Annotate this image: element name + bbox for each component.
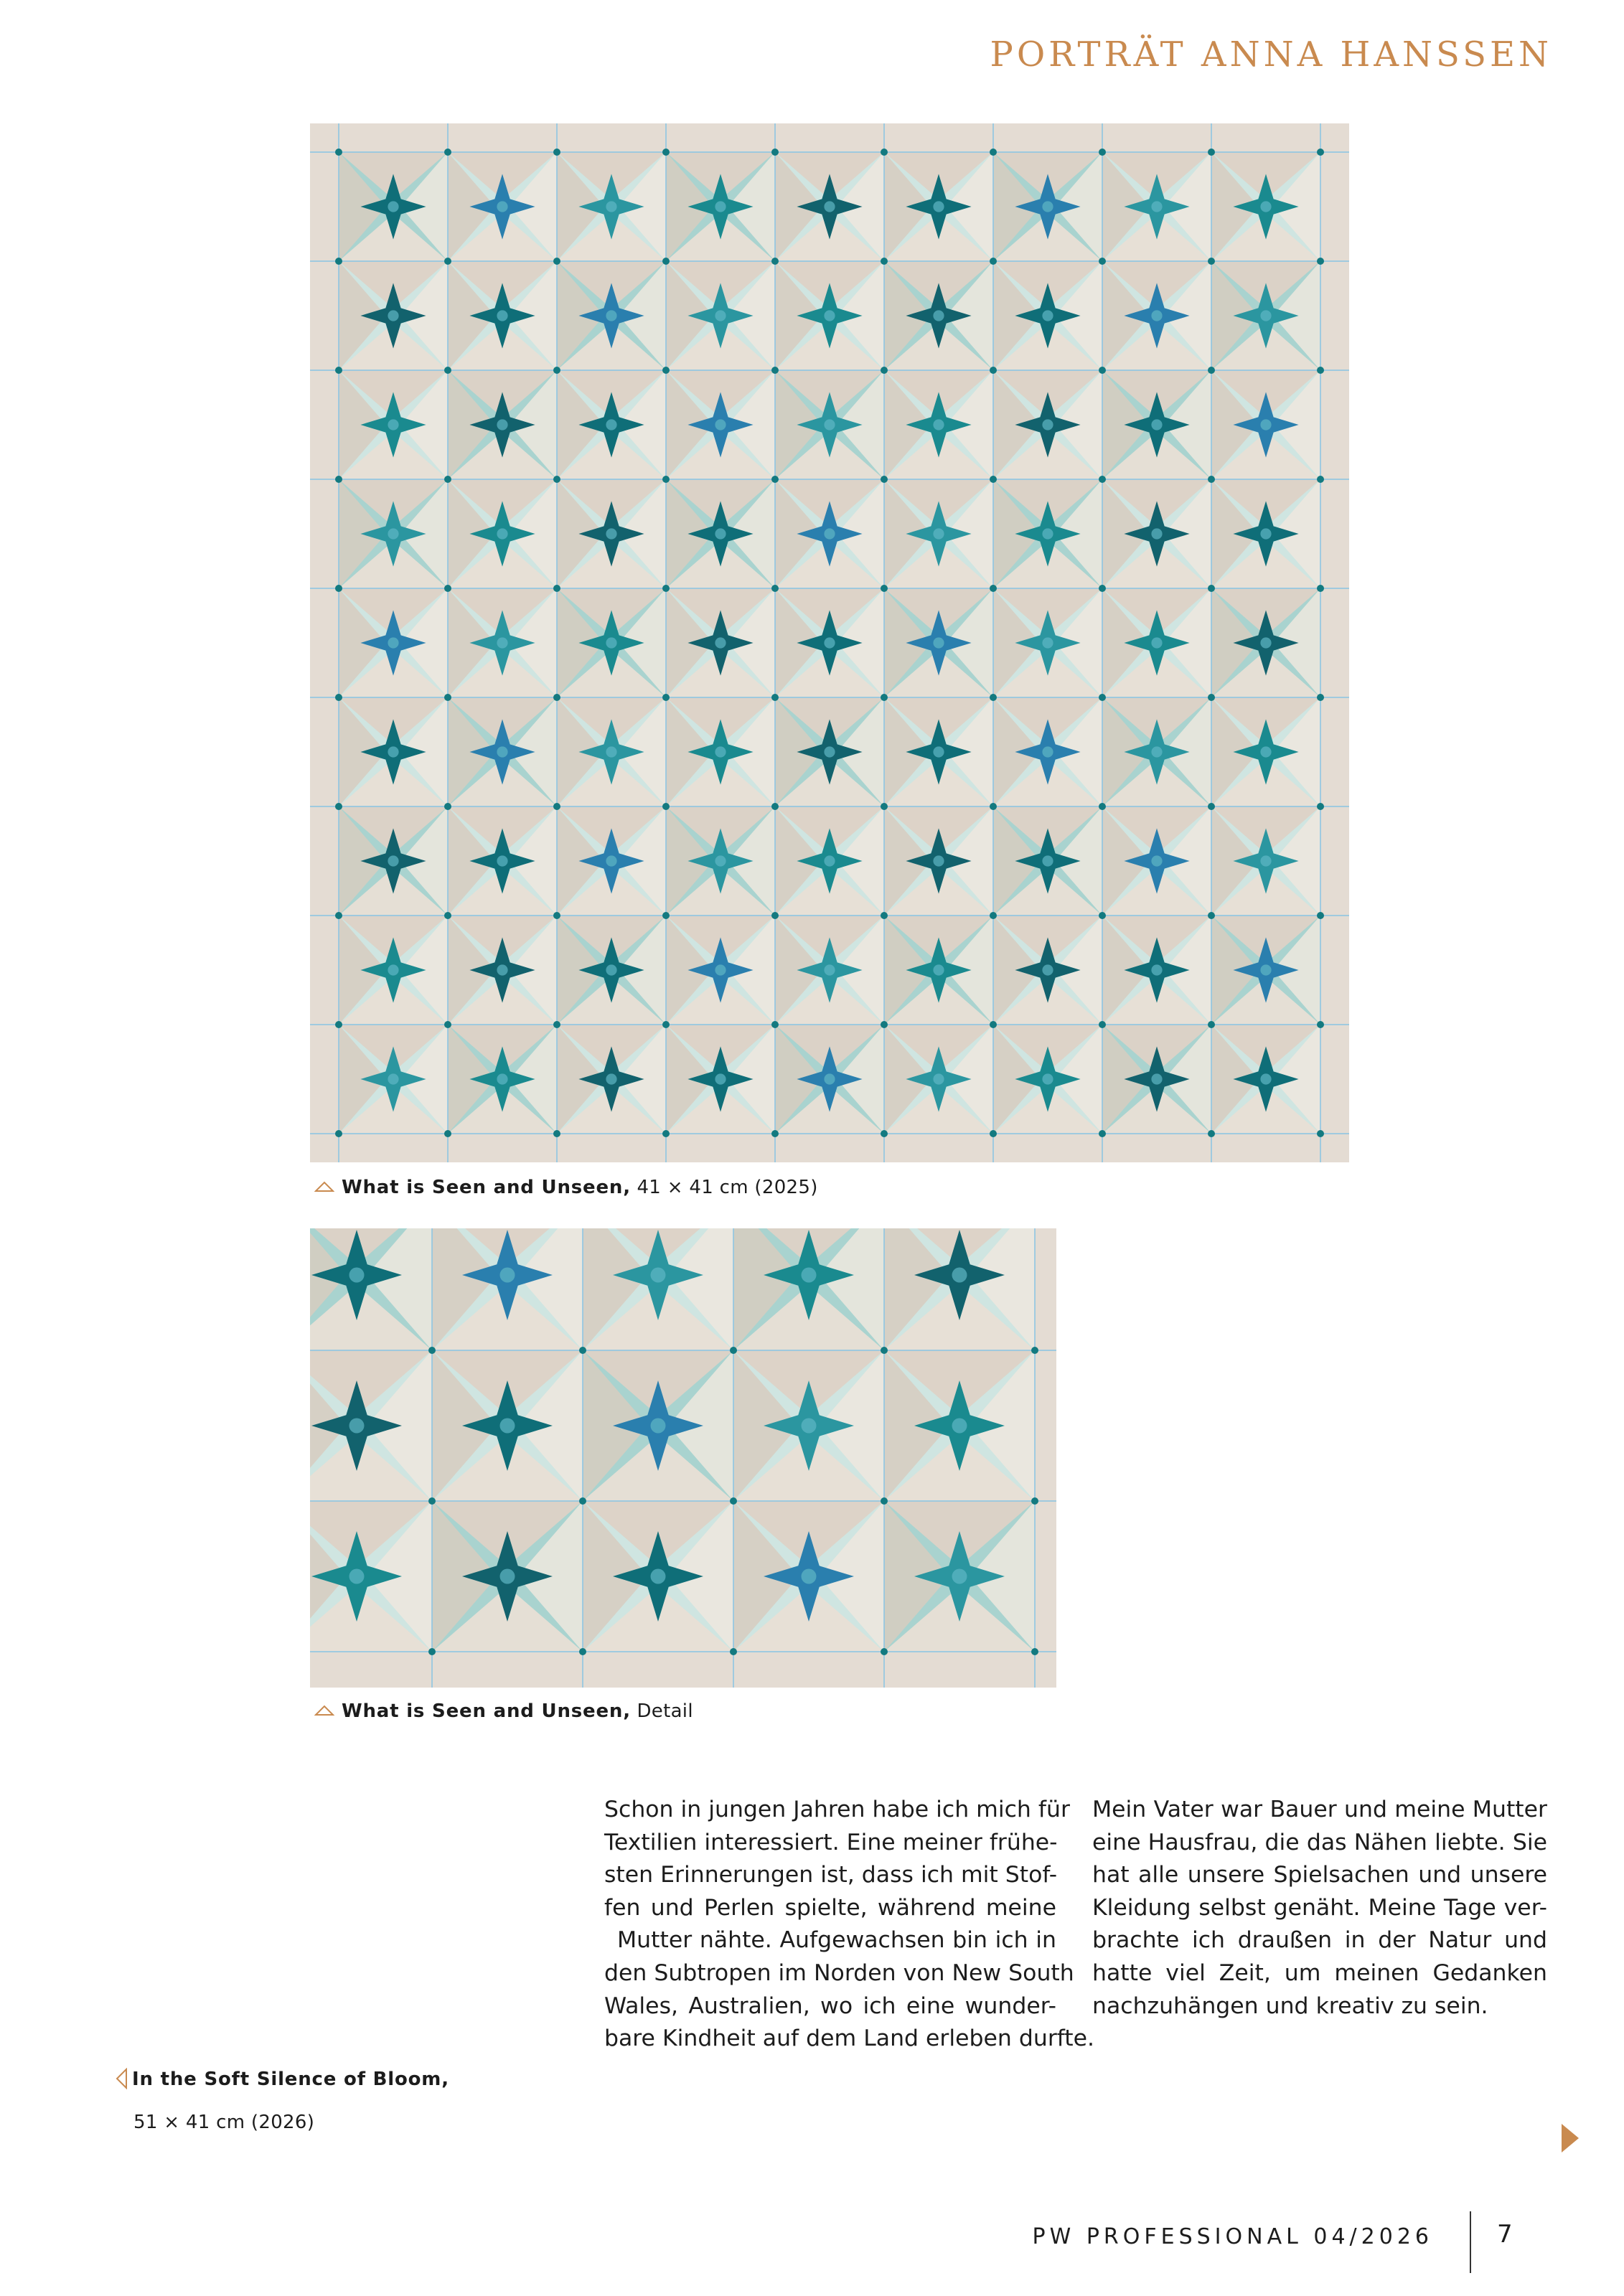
artwork-caption bbox=[314, 1176, 818, 1199]
footer-magazine-issue: PW PROFESSIONAL 04/2026 bbox=[1032, 2224, 1433, 2249]
text-line: hatte viel Zeit, um meinen Gedanken bbox=[1092, 1959, 1547, 1986]
text-line: fen und Perlen spielte, während meine bbox=[604, 1894, 1056, 1921]
page-header: PORTRÄT ANNA HANSSEN bbox=[990, 34, 1552, 75]
footer-divider bbox=[1470, 2211, 1471, 2273]
text-line: Mutter nähte. Aufgewachsen bin ich in bbox=[617, 1927, 1056, 1954]
text-line: bare Kindheit auf dem Land erleben durfte. bbox=[604, 2026, 1095, 2052]
text-line: hat alle unsere Spielsachen und unsere bbox=[1092, 1862, 1547, 1888]
triangle-up-icon bbox=[314, 1181, 334, 1192]
page-number: 7 bbox=[1497, 2220, 1513, 2249]
body-text-column-2 bbox=[1092, 1794, 1547, 2023]
side-caption-title: In the Soft Silence of Bloom, bbox=[132, 2069, 449, 2090]
triangle-left-icon bbox=[115, 2068, 128, 2089]
caption-detail: Detail bbox=[637, 1700, 693, 1722]
text-line: Mein Vater war Bauer und meine Mutter bbox=[1092, 1797, 1547, 1822]
text-line: nachzuhängen und kreativ zu sein. bbox=[1092, 1992, 1488, 2019]
next-page-arrow-icon[interactable] bbox=[1562, 2124, 1579, 2152]
body-text-column-1 bbox=[604, 1794, 1095, 2056]
text-line: brachte ich draußen in der Natur und bbox=[1092, 1927, 1547, 1954]
text-line: Schon in jungen Jahren habe ich mich für bbox=[604, 1797, 1070, 1822]
text-line: Wales, Australien, wo ich eine wunder- bbox=[604, 1992, 1056, 2019]
side-caption-detail: 51 × 41 cm (2026) bbox=[133, 2112, 315, 2133]
caption-detail: 41 × 41 cm (2025) bbox=[637, 1177, 818, 1198]
text-line: sten Erinnerungen ist, dass ich mit Stof- bbox=[604, 1862, 1058, 1888]
side-caption-title-row bbox=[115, 2058, 449, 2101]
side-artwork-caption bbox=[115, 2058, 449, 2144]
artwork-photo-full bbox=[310, 123, 1349, 1162]
text-line: eine Hausfrau, die das Nähen liebte. Sie bbox=[1092, 1829, 1547, 1855]
text-line: Kleidung selbst genäht. Meine Tage ver- bbox=[1092, 1894, 1547, 1921]
text-line: den Subtropen im Norden von New South bbox=[604, 1959, 1074, 1986]
artwork-photo-detail bbox=[310, 1228, 1056, 1688]
artwork-detail-caption bbox=[314, 1700, 693, 1723]
caption-title: What is Seen and Unseen, bbox=[342, 1700, 631, 1722]
triangle-up-icon bbox=[314, 1705, 334, 1716]
caption-title: What is Seen and Unseen, bbox=[342, 1177, 631, 1198]
text-line: Textilien interessiert. Eine meiner frühe- bbox=[604, 1829, 1058, 1855]
